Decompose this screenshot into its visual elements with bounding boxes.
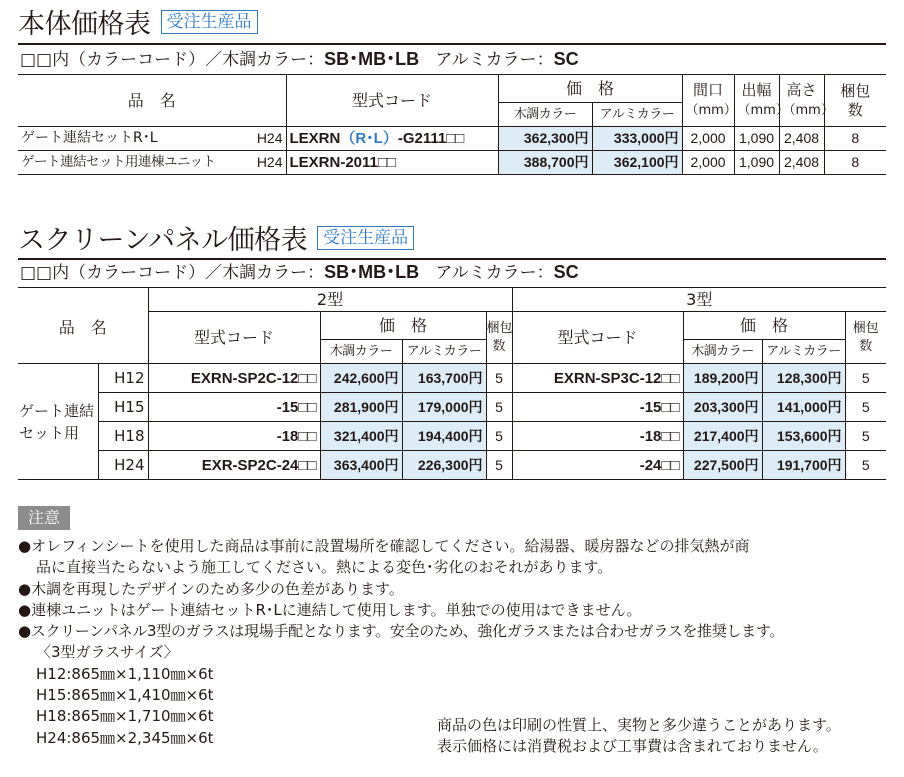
header-price-3: 価 格 — [683, 312, 845, 340]
header-type3: 3型 — [512, 288, 886, 312]
header-height — [779, 75, 834, 127]
header-pack-label: 梱包 — [840, 81, 871, 100]
wood-colors: SB･MB･LB — [324, 49, 420, 69]
made-to-order-tag: 受注生産品 — [161, 10, 258, 34]
header-height-label: 高さ — [786, 81, 817, 99]
model-code-2: -18□□ — [148, 422, 320, 451]
header-depth-label: 出幅 — [741, 81, 772, 99]
code-pre: LEXRN-2011□□ — [289, 154, 396, 171]
wood-price-3: 203,300円 — [683, 393, 762, 422]
group-label-2: セット用 — [19, 423, 80, 442]
pack-value-2: 5 — [486, 451, 512, 480]
header-wood: 木調カラー — [498, 103, 592, 127]
glass-size-line: H18:865㎜×1,710㎜×6t — [36, 707, 214, 726]
section2-title — [18, 218, 414, 257]
header-width-label: 間口 — [693, 81, 724, 99]
alu-price: 333,000円 — [592, 127, 682, 151]
pack-label: 梱包 — [852, 320, 879, 336]
table-row — [18, 127, 886, 151]
section2-title-text: スクリーンパネル価格表 — [18, 225, 308, 256]
height-value: 2,408 — [779, 127, 824, 151]
glass-size-line: H12:865㎜×1,110㎜×6t — [36, 664, 214, 683]
pack-label2: 数 — [492, 338, 506, 354]
glass-size-line: H24:865㎜×2,345㎜×6t — [36, 728, 214, 747]
alu-label: アルミカラー： — [435, 263, 554, 283]
code-rl: （R･L） — [340, 130, 398, 147]
made-to-order-tag: 受注生産品 — [317, 226, 414, 250]
note-line: ●オレフィンシートを使用した商品は事前に設置場所を確認してください。給湯器、暖房器などの排気熱が商 — [18, 537, 750, 555]
alu-price-3: 191,700円 — [762, 451, 845, 480]
header-alu-2: アルミカラー — [402, 340, 486, 364]
table-row — [18, 422, 886, 451]
header-pack-2 — [486, 312, 512, 364]
screen-panel-price-table — [18, 287, 886, 480]
alu-price-3: 141,000円 — [762, 393, 845, 422]
pack-value-2: 5 — [486, 393, 512, 422]
code-post: -G2111□□ — [397, 130, 465, 147]
pack-value: 8 — [824, 127, 886, 151]
table-row — [18, 451, 886, 480]
wood-price-2: 281,900円 — [320, 393, 402, 422]
header-height-unit: （mm） — [782, 103, 834, 118]
alu-colors: SC — [553, 262, 579, 282]
model-code-3: -18□□ — [512, 422, 683, 451]
header-alu-3: アルミカラー — [762, 340, 845, 364]
section1-title — [18, 2, 258, 41]
height-code: H12 — [98, 364, 148, 393]
model-code-3: EXRN-SP3C-12□□ — [512, 364, 683, 393]
header-product: 品 名 — [18, 288, 148, 364]
footer-notes — [437, 715, 841, 757]
height-code: H15 — [98, 393, 148, 422]
table-row — [18, 364, 886, 393]
glass-size-line: H15:865㎜×1,410㎜×6t — [36, 686, 214, 705]
header-width — [682, 75, 737, 127]
alu-price-2: 163,700円 — [402, 364, 486, 393]
product-name: ゲート連結セットR･L — [21, 130, 158, 146]
pack-value-3: 5 — [845, 422, 886, 451]
header-price-2: 価 格 — [320, 312, 486, 340]
header-price: 価 格 — [498, 75, 682, 103]
alu-price-2: 226,300円 — [402, 451, 486, 480]
caution-label: 注意 — [18, 506, 70, 530]
alu-price-2: 179,000円 — [402, 393, 486, 422]
note-line: ●スクリーンパネル3型のガラスは現場手配となります。安全のため、強化ガラスまたは合わせガラスを推奨します。 — [18, 622, 785, 641]
header-wood-2: 木調カラー — [320, 340, 402, 364]
alu-price: 362,100円 — [592, 151, 682, 175]
product-name-cell — [18, 151, 286, 175]
note-line: ●連棟ユニットはゲート連結セットR･Lに連結して使用します。単独での使用はできません。 — [18, 600, 642, 619]
section1-rule — [18, 43, 886, 45]
wood-price-2: 321,400円 — [320, 422, 402, 451]
table2-type-row — [18, 288, 886, 312]
header-alu: アルミカラー — [592, 103, 682, 127]
wood-price-2: 242,600円 — [320, 364, 402, 393]
pack-value-2: 5 — [486, 422, 512, 451]
section2-rule — [18, 258, 886, 260]
pack-label2: 数 — [859, 338, 873, 354]
table1-header-row — [18, 75, 886, 103]
header-product: 品 名 — [18, 75, 286, 127]
table-row — [18, 151, 886, 175]
group-label-1: ゲート連結 — [19, 401, 95, 420]
model-code-2: -15□□ — [148, 393, 320, 422]
model-code-3: -15□□ — [512, 393, 683, 422]
wood-price-3: 227,500円 — [683, 451, 762, 480]
header-pack-3 — [845, 312, 886, 364]
wood-price-3: 189,200円 — [683, 364, 762, 393]
model-code-cell — [286, 127, 498, 151]
pack-value-3: 5 — [845, 393, 886, 422]
note-line: 品に直接当たらないよう施工してください。熱による変色･劣化のおそれがあります。 — [36, 558, 613, 577]
height-value: 2,408 — [779, 151, 824, 175]
alu-label: アルミカラー： — [435, 50, 554, 70]
alu-price-3: 153,600円 — [762, 422, 845, 451]
header-code-2: 型式コード — [148, 312, 320, 364]
model-code-2: EXR-SP2C-24□□ — [148, 451, 320, 480]
product-name-cell — [18, 127, 286, 151]
wood-price: 362,300円 — [498, 127, 592, 151]
model-code-cell — [286, 151, 498, 175]
alu-price-2: 194,400円 — [402, 422, 486, 451]
note-line: ●木調を再現したデザインのため多少の色差があります。 — [18, 579, 404, 598]
main-body-price-table — [18, 74, 886, 175]
height-code: H24 — [98, 451, 148, 480]
model-code-2: EXRN-SP2C-12□□ — [148, 364, 320, 393]
color-line-prefix: □□内（カラーコード）／木調カラー： — [20, 50, 325, 70]
header-wood-3: 木調カラー — [683, 340, 762, 364]
depth-value: 1,090 — [734, 127, 779, 151]
height-code: H24 — [256, 154, 283, 170]
group-label-cell — [18, 364, 98, 480]
alu-colors: SC — [553, 49, 579, 69]
wood-price-3: 217,400円 — [683, 422, 762, 451]
code-pre: LEXRN — [289, 130, 341, 147]
footer-line-1: 商品の色は印刷の性質上、実物と多少違うことがあります。 — [437, 716, 841, 734]
model-code-3: -24□□ — [512, 451, 683, 480]
header-width-unit: （mm） — [685, 103, 737, 118]
height-code: H18 — [98, 422, 148, 451]
section1-title-text: 本体価格表 — [18, 9, 151, 40]
color-line-prefix: □□内（カラーコード）／木調カラー： — [20, 263, 325, 283]
depth-value: 1,090 — [734, 151, 779, 175]
height-code: H24 — [256, 130, 283, 146]
alu-price-3: 128,300円 — [762, 364, 845, 393]
pack-value-2: 5 — [486, 364, 512, 393]
pack-label: 梱包 — [486, 320, 513, 336]
footer-line-2: 表示価格には消費税および工事費は含まれておりません。 — [437, 737, 828, 755]
pack-value: 8 — [824, 151, 886, 175]
header-depth — [734, 75, 789, 127]
wood-price: 388,700円 — [498, 151, 592, 175]
wood-colors: SB･MB･LB — [324, 262, 420, 282]
width-value: 2,000 — [682, 127, 734, 151]
header-code-3: 型式コード — [512, 312, 683, 364]
pack-value-3: 5 — [845, 451, 886, 480]
header-type2: 2型 — [148, 288, 512, 312]
header-code: 型式コード — [286, 75, 498, 127]
header-pack-label2: 数 — [847, 100, 863, 119]
section2-color-line — [20, 262, 579, 283]
header-depth-unit: （mm） — [737, 103, 789, 118]
table2-header-row — [18, 312, 886, 340]
product-name: ゲート連結セット用連棟ユニット — [21, 154, 216, 170]
header-pack — [824, 75, 886, 127]
table-row — [18, 393, 886, 422]
glass-size-heading: 〈3型ガラスサイズ〉 — [36, 643, 179, 662]
width-value: 2,000 — [682, 151, 734, 175]
wood-price-2: 363,400円 — [320, 451, 402, 480]
pack-value-3: 5 — [845, 364, 886, 393]
section1-color-line — [20, 49, 579, 70]
